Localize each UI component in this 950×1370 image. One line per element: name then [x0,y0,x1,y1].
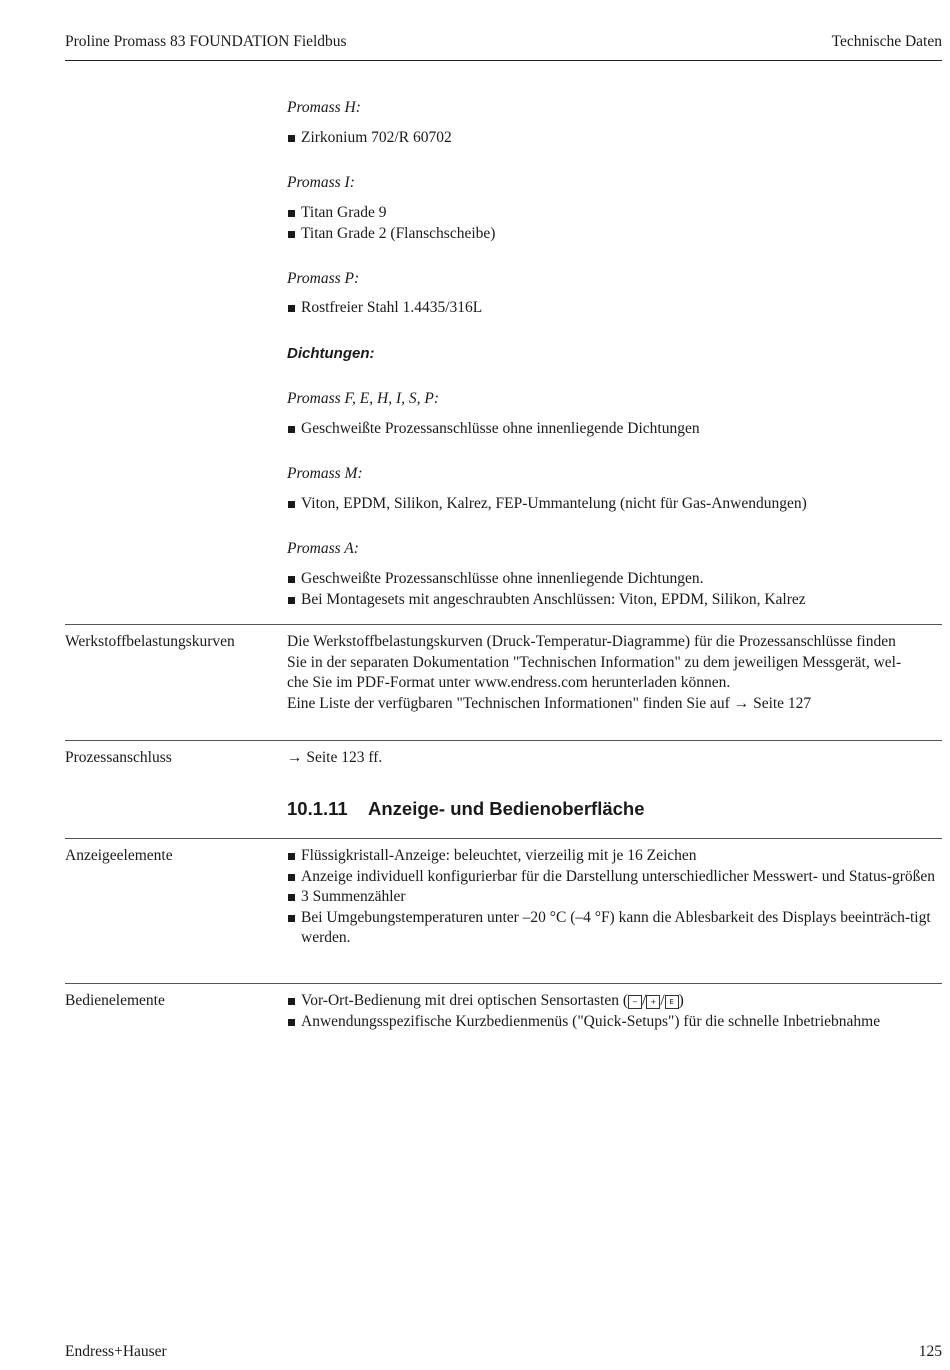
operating-elements-list [287,991,942,1032]
seals-group-3-label: Promass A: [287,540,359,557]
load-curves-label: Werkstoffbelastungskurven [65,633,235,650]
enter-key-icon: E [665,995,679,1009]
text-line: Sie in der separaten Dokumentation "Technischen Information" zu dem jeweiligen Messgerät, wel- [287,653,902,671]
list-item: Rostfreier Stahl 1.4435/316L [287,298,942,319]
seals-group-2-label: Promass M: [287,465,363,482]
text-line: che Sie im PDF-Format unter www.endress.com herunterladen können. [287,674,731,691]
list-item: Bei Umgebungstemperaturen unter –20 °C (–4 °F) kann die Ablesbarkeit des Displays beeinträch-tigt werden. [287,908,942,949]
section-number: 10.1.11 [287,798,348,819]
process-connection-link[interactable]: → Seite 123 ff. [287,749,383,766]
list-item: Viton, EPDM, Silikon, Kalrez, FEP-Ummantelung (nicht für Gas-Anwendungen) [287,494,942,515]
list-item: Geschweißte Prozessanschlüsse ohne innenliegende Dichtungen. [287,569,942,590]
text-line: Die Werkstoffbelastungskurven (Druck-Temperatur-Diagramme) für die Prozessanschlüsse finden [287,633,896,650]
list-item: Anwendungsspezifische Kurzbedienmenüs ("Quick-Setups") für die schnelle Inbetriebnahme [287,1012,942,1033]
list-item: Flüssigkristall-Anzeige: beleuchtet, vierzeilig mit je 16 Zeichen [287,846,942,867]
promass-h-list [287,128,942,149]
seals-group-3-list [287,569,942,610]
seals-heading: Dichtungen: [287,345,375,362]
section-title: Anzeige- und Bedienoberfläche [368,798,645,819]
list-item: Bei Montagesets mit angeschraubten Anschlüssen: Viton, EPDM, Silikon, Kalrez [287,590,942,611]
row-divider [65,624,942,625]
section-heading [287,799,645,820]
promass-h-label: Promass H: [287,99,361,116]
display-elements-list [287,846,942,949]
process-connection-label: Prozessanschluss [65,749,172,766]
running-header-section: Technische Daten [831,33,942,50]
list-item: Anzeige individuell konfigurierbar für die Darstellung unterschiedlicher Messwert- und Status-größen [287,867,942,888]
text-line: Eine Liste der verfügbaren "Technischen Informationen" finden Sie auf → Seite 127 [287,694,812,712]
row-divider [65,740,942,741]
row-divider [65,983,942,984]
minus-key-icon: − [628,995,642,1009]
load-curves-text [287,632,942,714]
seals-group-1-label: Promass F, E, H, I, S, P: [287,390,439,407]
footer-company: Endress+Hauser [65,1343,167,1360]
promass-i-list [287,203,942,244]
page-number: 125 [918,1343,942,1360]
operating-elements-label: Bedienelemente [65,992,165,1009]
running-header-title: Proline Promass 83 FOUNDATION Fieldbus [65,33,347,50]
list-item: Vor-Ort-Bedienung mit drei optischen Sensortasten ( − / + / E ) [287,991,942,1012]
list-item: Titan Grade 2 (Flanschscheibe) [287,224,942,245]
list-item: Zirkonium 702/R 60702 [287,128,942,149]
row-divider [65,838,942,839]
seals-group-2-list [287,494,942,515]
plus-key-icon: + [646,995,660,1009]
header-rule [65,60,942,61]
list-item: Titan Grade 9 [287,203,942,224]
promass-p-label: Promass P: [287,270,360,287]
promass-i-label: Promass I: [287,174,355,191]
promass-p-list [287,298,942,319]
list-item: 3 Summenzähler [287,887,942,908]
seals-group-1-list [287,419,942,440]
list-item: Geschweißte Prozessanschlüsse ohne innenliegende Dichtungen [287,419,942,440]
display-elements-label: Anzeigeelemente [65,847,173,864]
